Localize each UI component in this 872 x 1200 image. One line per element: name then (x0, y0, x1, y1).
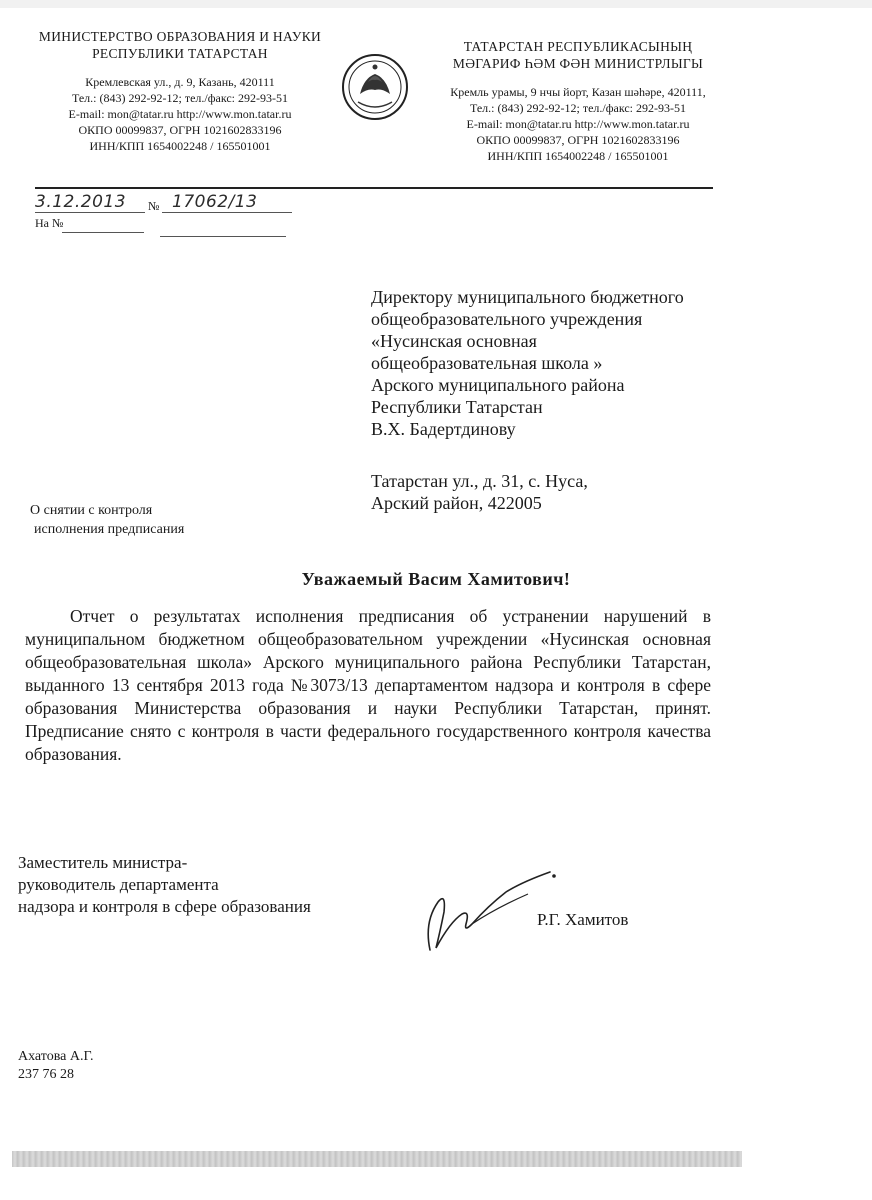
reg-number: 17062/13 (162, 192, 292, 213)
header-left (30, 28, 330, 154)
addressee-line: «Нусинская основная (371, 331, 537, 351)
ministry-title-ru-1: МИНИСТЕРСТВО ОБРАЗОВАНИЯ И НАУКИ (38, 29, 322, 44)
addressee-address (371, 470, 771, 514)
addressee-block (371, 286, 771, 440)
scan-edge-top (0, 0, 872, 8)
reg-number-label: № (148, 199, 160, 213)
reg-ref-label: На № (35, 216, 64, 230)
reg-date: 3.12.2013 (35, 192, 145, 213)
signer-title-line: руководитель департамента (18, 875, 219, 894)
ministry-address-tt: Кремль урамы, 9 нчы йорт, Казан шәһәре, 420111, (450, 85, 706, 99)
address-line: Татарстан ул., д. 31, с. Нуса, (371, 471, 588, 491)
addressee-line: общеобразовательная школа » (371, 353, 603, 373)
address-line: Арский район, 422005 (371, 493, 542, 513)
executor-phone: 237 76 28 (18, 1067, 74, 1082)
reg-number-field (162, 192, 292, 213)
reg-ref-line-1 (62, 232, 144, 233)
signer-name: Р.Г. Хамитов (537, 910, 629, 929)
signer-title-line: Заместитель министра- (18, 853, 188, 872)
addressee-line: общеобразовательного учреждения (371, 309, 643, 329)
scan-edge-bottom (12, 1151, 742, 1167)
header-right (418, 38, 738, 164)
ministry-email-ru: E-mail: mon@tatar.ru http://www.mon.tatar.ru (68, 107, 292, 121)
salutation: Уважаемый Васим Хамитович! (301, 569, 571, 589)
subject-line-1: О снятии с контроля (30, 503, 153, 518)
ministry-okpo-ru: ОКПО 00099837, ОГРН 1021602833196 (78, 123, 282, 137)
executor-name: Ахатова А.Г. (18, 1049, 94, 1064)
tatarstan-emblem-icon (340, 52, 410, 122)
ministry-email-tt: E-mail: mon@tatar.ru http://www.mon.tatar.ru (466, 117, 690, 131)
header-rule (35, 187, 713, 189)
subject-line-2: исполнения предписания (34, 522, 185, 537)
subject-block (30, 501, 260, 539)
ministry-title-tt-1: ТАТАРСТАН РЕСПУБЛИКАСЫНЫҢ (463, 39, 693, 54)
addressee-line: Арского муниципального района (371, 375, 625, 395)
ministry-phone-ru: Тел.: (843) 292-92-12; тел./факс: 292-93-51 (71, 91, 289, 105)
ministry-phone-tt: Тел.: (843) 292-92-12; тел./факс: 292-93-51 (469, 101, 687, 115)
reg-date-field (35, 192, 145, 213)
ministry-inn-tt: ИНН/КПП 1654002248 / 165501001 (487, 149, 669, 163)
ministry-okpo-tt: ОКПО 00099837, ОГРН 1021602833196 (476, 133, 680, 147)
ministry-inn-ru: ИНН/КПП 1654002248 / 165501001 (89, 139, 271, 153)
addressee-line: Директору муниципального бюджетного (371, 287, 684, 307)
signer-title (18, 852, 398, 918)
letter-body: Отчет о результатах исполнения предписания об устранении нарушений в муниципальном бюджетном общеобразовательном учреждении «Нусинская основная общеобразовательная школа» Арского муниципального района Республики Татарстан, выданного 13 сентября 2013 года №3073/13 департаментом надзора и контроля в сфере образования Министерства образования и науки Республики Татарстан, принят. Предписание снято с контроля в части федерального государственного контроля качества образования. (25, 606, 711, 764)
ministry-address-ru: Кремлевская ул., д. 9, Казань, 420111 (85, 75, 275, 89)
addressee-line: В.Х. Бадертдинову (371, 419, 516, 439)
executor-block (18, 1048, 93, 1084)
reg-ref-line-2 (160, 236, 286, 237)
ministry-title-ru-2: РЕСПУБЛИКИ ТАТАРСТАН (92, 46, 268, 61)
addressee-line: Республики Татарстан (371, 397, 543, 417)
signer-title-line: надзора и контроля в сфере образования (18, 897, 311, 916)
ministry-title-tt-2: МӘГАРИФ ҺӘМ ФӘН МИНИСТРЛЫГЫ (452, 56, 704, 71)
